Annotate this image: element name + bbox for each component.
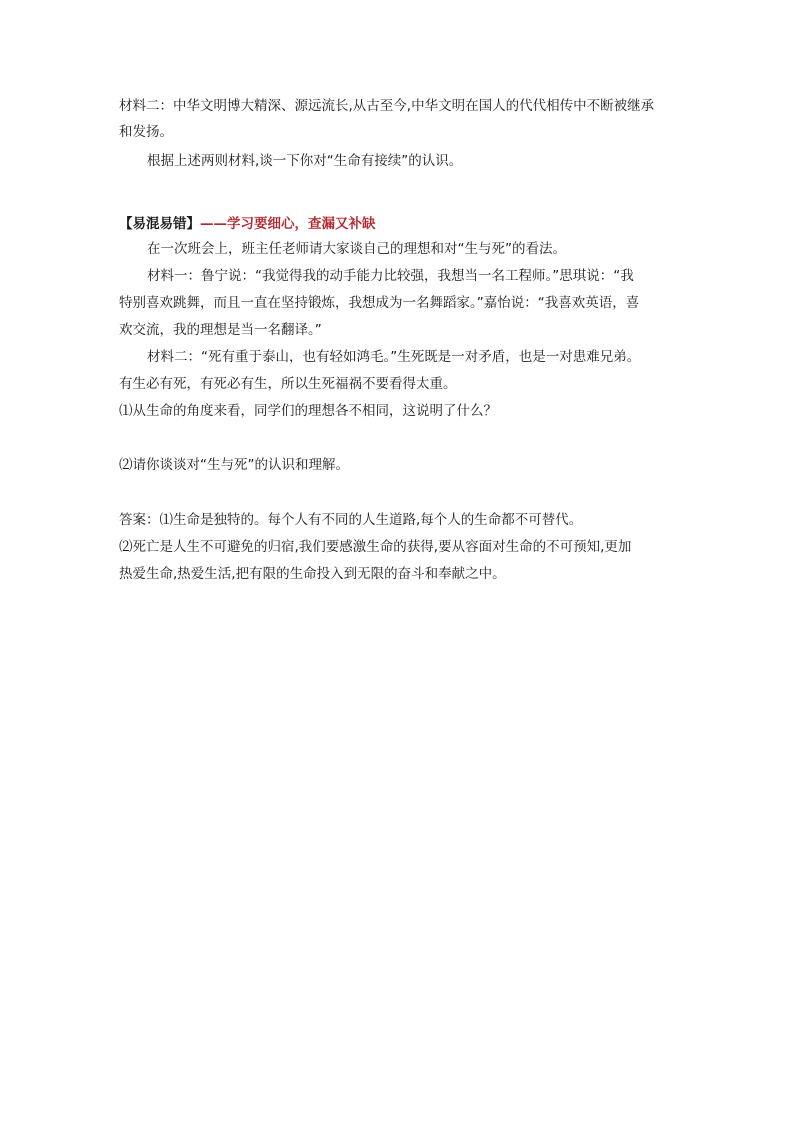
material2-prev-line2: 和发扬。: [119, 124, 173, 140]
prev-question: 根据上述两则材料,谈一下你对“生命有接续”的认识。: [147, 153, 463, 169]
question-2: ⑵请你谈谈对“生与死”的认识和理解。: [119, 457, 349, 473]
answer-line2: ⑵死亡是人生不可避免的归宿,我们要感激生命的获得,要从容面对生命的不可预知,更加: [119, 539, 632, 555]
answer-line3: 热爱生命,热爱生活,把有限的生命投入到无限的奋斗和奉献之中。: [119, 566, 506, 582]
material2-prev-line1: 材料二：中华文明博大精深、源远流长,从古至今,中华文明在国人的代代相传中不断被继承: [119, 98, 655, 114]
material2-line2: 有生必有死，有死必有生，所以生死福祸不要看得太重。: [119, 376, 457, 392]
material2-line1: 材料二：“死有重于泰山，也有轻如鸿毛。”生死既是一对矛盾，也是一对患难兄弟。: [147, 349, 641, 365]
question-1: ⑴从生命的角度来看，同学们的理想各不相同，这说明了什么？: [119, 403, 497, 419]
material1-line3: 欢交流，我的理想是当一名翻译。”: [119, 322, 322, 338]
intro-text: 在一次班会上，班主任老师请大家谈自己的理想和对“生与死”的看法。: [147, 241, 566, 257]
answer-line1: 答案：⑴生命是独特的。每个人有不同的人生道路,每个人的生命都不可替代。: [119, 512, 583, 528]
section-heading: [119, 214, 681, 234]
section-tag: 【易混易错】: [119, 216, 200, 232]
material1-line2: 特别喜欢跳舞，而且一直在坚持锻炼，我想成为一名舞蹈家。”嘉怡说：“我喜欢英语，喜: [119, 295, 640, 311]
material1-line1: 材料一：鲁宁说：“我觉得我的动手能力比较强，我想当一名工程师。”思琪说：“我: [147, 268, 634, 284]
section-subtitle: ——学习要细心，查漏又补缺: [200, 216, 376, 232]
